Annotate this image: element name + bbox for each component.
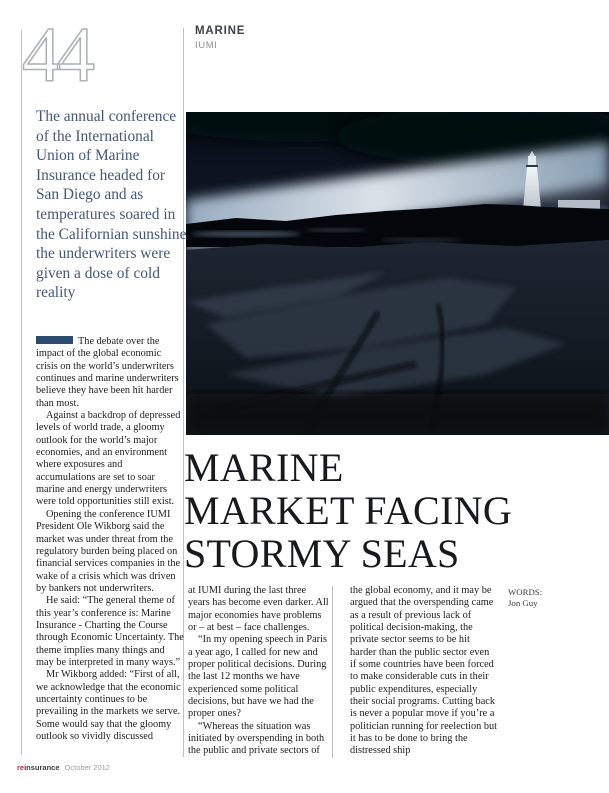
- headline-line-3: STORMY SEAS: [184, 531, 460, 576]
- stormy-sea-lighthouse-photo: [186, 112, 609, 435]
- headline-line-1: MARINE: [184, 445, 344, 490]
- paragraph: Opening the conference IUMI President Ole Wikborg said the market was under threat from the regulatory burden being placed on financial services companies in the wake of a crisis which was driven by bankers not underwriters.: [36, 508, 181, 594]
- paragraph: “In my opening speech in Paris a year ago, I called for new and proper political decisions. During the last 12 months we have experienced some political decisions, but have we had the proper ones?: [188, 634, 327, 720]
- section-title: MARINE: [195, 25, 246, 37]
- body-column-right: [350, 585, 498, 758]
- headline-line-2: MARKET FACING: [184, 488, 513, 533]
- paragraph: the global economy, and it may be argued that the overspending came as a result of previous lack of political decision-making, the private sector seems to be hit harder than the public sector even if some countries have been forced to make considerable cuts in their public expenditures, especially their social programs. Cutting back is never a popular move if you’re a politician running for reelection but it has to be done to bring the distressed ship: [350, 585, 497, 757]
- issue-date: October 2012: [64, 763, 110, 772]
- byline: [508, 587, 542, 608]
- paragraph-text: The debate over the impact of the global economic crisis on the world’s underwriters continues and marine underwriters believe they have been hit harder than most.: [36, 336, 179, 409]
- body-column-left-rail: [36, 336, 184, 743]
- paragraph: Mr Wikborg added: “First of all, we acknowledge that the economic uncertainty continues to be prevailing in the markets we serve. Some would say that the gloomy outlook so vividly discussed: [36, 669, 181, 742]
- headline: [184, 446, 512, 575]
- paragraph: [36, 336, 184, 410]
- standfirst: The annual conference of the International Union of Marine Insurance headed for San Diego and as temperatures soared in the Californian sunshine the underwriters were given a dose of cold reality: [36, 108, 187, 302]
- body-column-middle: [188, 585, 330, 758]
- page-number: 44: [22, 11, 90, 98]
- byline-author: Jon Guy: [508, 597, 538, 608]
- paragraph: He said: “The general theme of this year’s conference is: Marine Insurance - Charting the Course through Economic Uncertainty. The theme implies many things and may be interpreted in many ways.”: [36, 595, 184, 668]
- paragraph: Against a backdrop of depressed levels of world trade, a gloomy outlook for the world’s major economies, and an environment where exposures and accumulations are set to soar marine and energy underwriters were told opportunities still exist.: [36, 410, 181, 508]
- section-subtitle: IUMI: [195, 40, 218, 51]
- left-margin-rule: [21, 30, 22, 755]
- brand-insurance: insurance: [24, 763, 60, 772]
- byline-label: WORDS:: [508, 587, 543, 597]
- page-footer: [17, 763, 110, 772]
- column-divider-rule: [332, 586, 333, 758]
- paragraph: “Whereas the situation was initiated by overspending in both the public and private sectors of: [188, 720, 325, 757]
- section-header: [195, 25, 245, 51]
- brand-re: re: [17, 763, 25, 772]
- paragraph-lead-bar: [36, 336, 73, 344]
- paragraph: at IUMI during the last three years has become even darker. All major economies have problems or – at best – face challenges.: [188, 585, 329, 634]
